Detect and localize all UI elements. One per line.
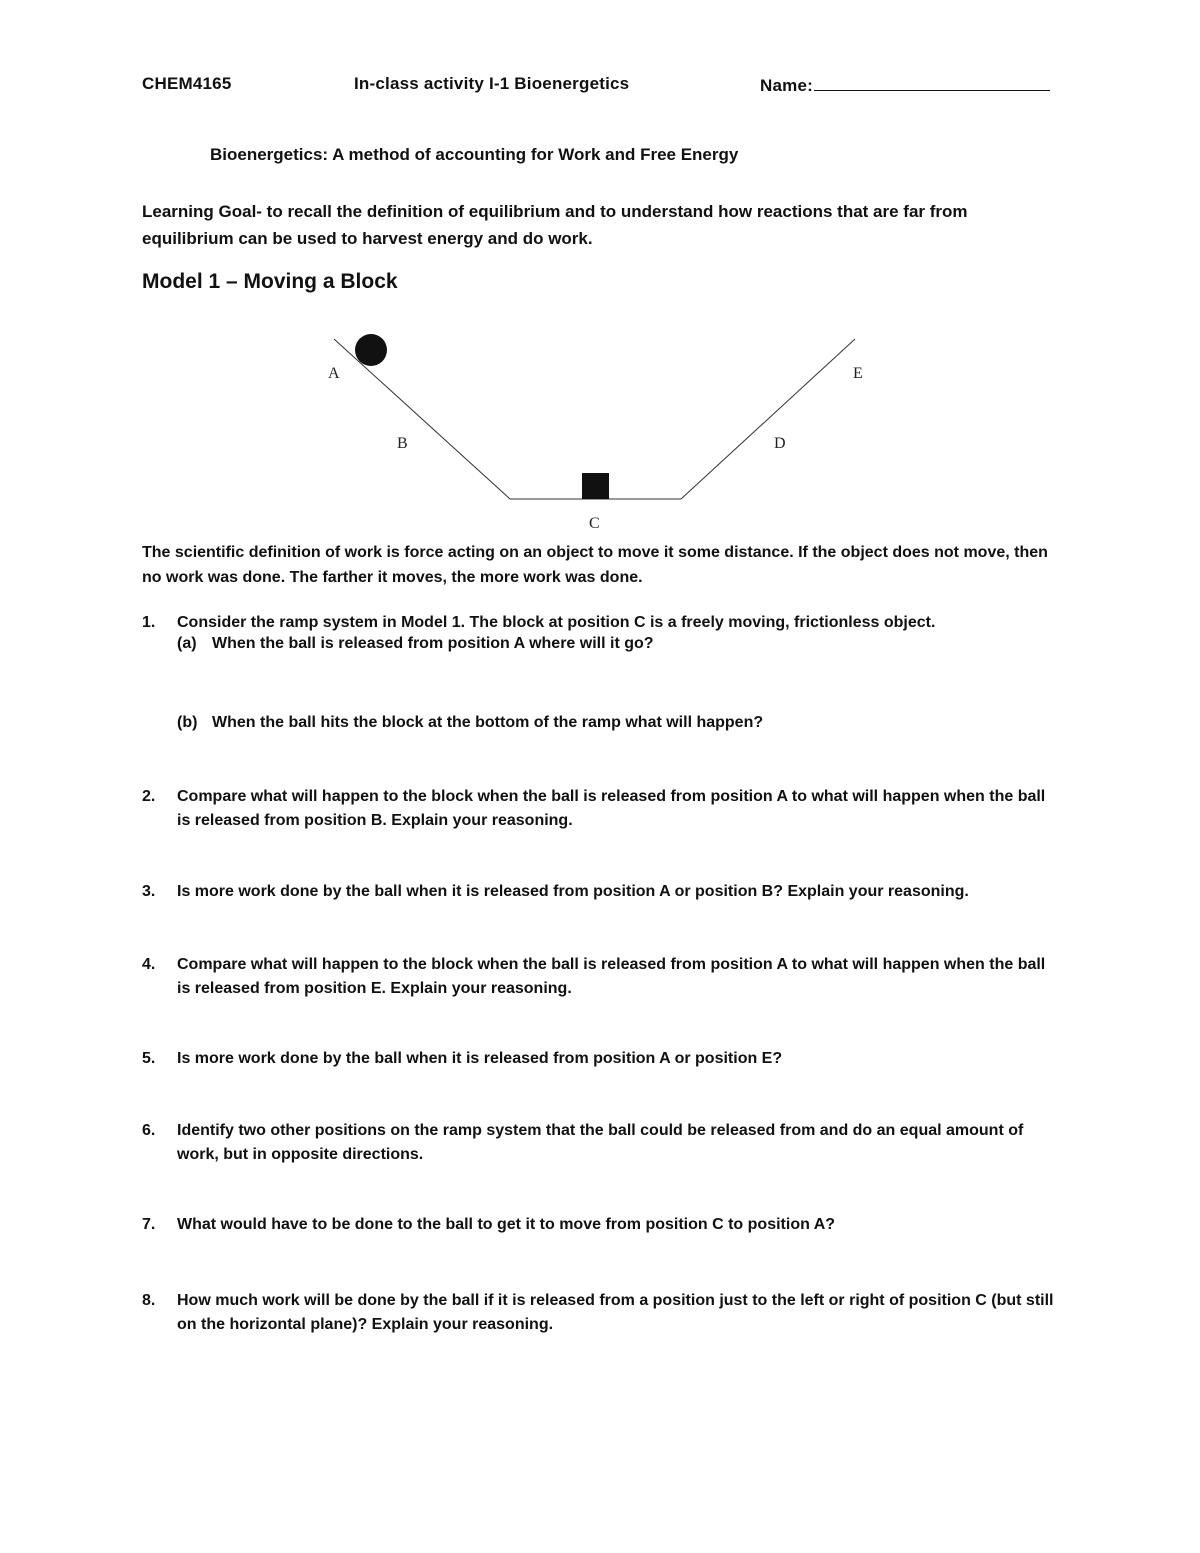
question-number: 6. xyxy=(142,1122,156,1139)
question-text: Compare what will happen to the block when the ball is released from position A to what will happen when the ball is released from position E. Explain your reasoning. xyxy=(177,956,1046,997)
question-text: Identify two other positions on the ramp system that the ball could be released from and do an equal amount of work, but in opposite directions. xyxy=(177,1122,1024,1163)
question-text: Is more work done by the ball when it is released from position A or position E? xyxy=(177,1050,783,1067)
subquestion-label: (a) xyxy=(177,635,197,652)
work-definition-paragraph: The scientific definition of work is force acting on an object to move it some distance. If the object does not move, then no work was done. The farther it moves, the more work was done. xyxy=(142,544,1048,586)
left-ramp xyxy=(334,339,510,499)
block xyxy=(582,473,609,499)
name-blank-line xyxy=(814,74,1050,91)
label-b: B xyxy=(397,435,408,452)
question-number: 7. xyxy=(142,1216,156,1233)
learning-goal: Learning Goal- to recall the definition of equilibrium and to understand how reactions that are far from equilibrium can be used to harvest energy and do work. xyxy=(142,202,968,248)
question-text: Compare what will happen to the block when the ball is released from position A to what will happen when the ball is released from position B. Explain your reasoning. xyxy=(177,788,1046,829)
course-code: CHEM4165 xyxy=(142,74,232,93)
name-field xyxy=(760,74,1050,96)
subquestion-text: When the ball is released from position A where will it go? xyxy=(212,635,654,652)
question-number: 8. xyxy=(142,1292,156,1309)
label-a: A xyxy=(328,365,340,382)
label-d: D xyxy=(774,435,786,452)
label-e: E xyxy=(853,365,863,382)
question-text: What would have to be done to the ball to get it to move from position C to position A? xyxy=(177,1216,836,1233)
activity-title: In-class activity I-1 Bioenergetics xyxy=(354,74,630,93)
question-number: 4. xyxy=(142,956,156,973)
subquestion-text: When the ball hits the block at the bottom of the ramp what will happen? xyxy=(212,714,764,731)
label-c: C xyxy=(589,515,600,532)
question-number: 3. xyxy=(142,883,156,900)
question-text: Is more work done by the ball when it is released from position A or position B? Explain your reasoning. xyxy=(177,883,969,900)
question-text: Consider the ramp system in Model 1. The block at position C is a freely moving, frictionless object. xyxy=(177,614,936,631)
name-label: Name: xyxy=(760,76,813,95)
ramp-diagram xyxy=(300,318,900,543)
question-number: 2. xyxy=(142,788,156,805)
model-heading: Model 1 – Moving a Block xyxy=(142,270,398,293)
subquestion-label: (b) xyxy=(177,714,198,731)
right-ramp xyxy=(681,339,855,499)
ball xyxy=(355,334,387,366)
subtitle: Bioenergetics: A method of accounting for Work and Free Energy xyxy=(210,145,739,164)
question-number: 5. xyxy=(142,1050,156,1067)
question-number: 1. xyxy=(142,614,156,631)
question-text: How much work will be done by the ball if it is released from a position just to the left or right of position C (but still on the horizontal plane)? Explain your reasoning. xyxy=(177,1292,1054,1333)
